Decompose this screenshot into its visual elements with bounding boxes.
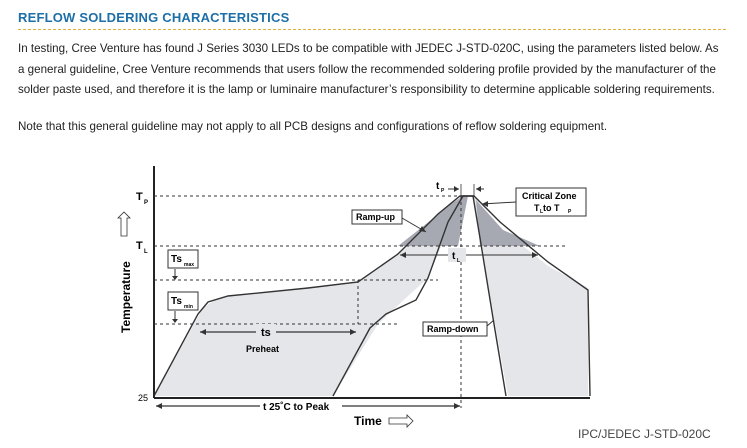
ramp-down-callout [423, 320, 494, 336]
section-title: REFLOW SOLDERING CHARACTERISTICS [18, 10, 290, 25]
reflow-profile-diagram [108, 158, 628, 438]
svg-text:to T: to T [543, 203, 560, 213]
profile-band-fill [154, 196, 588, 396]
critical-zone-callout [482, 188, 586, 216]
intro-paragraph: In testing, Cree Venture has found J Series 3030 LEDs to be compatible with JEDEC J-STD-020C, using the parameters listed below. As a general guideline, Cree Venture recommends that users follow the recommended soldering profile provided by the manufacturer of the solder paste used, and therefore it is the lamp or luminaire manufacturer’s responsibility to determine applicable soldering requirements. [18, 42, 719, 96]
svg-text:Ramp-up: Ramp-up [356, 212, 395, 222]
svg-text:Ramp-down: Ramp-down [427, 324, 479, 334]
svg-text:t: t [436, 181, 440, 192]
title-divider [18, 29, 726, 30]
svg-text:Ts: Ts [171, 296, 182, 307]
x-axis-title: Time [354, 414, 382, 428]
svg-text:max: max [184, 262, 195, 268]
tp-duration-indicator [436, 181, 484, 196]
svg-text:T: T [534, 203, 540, 213]
note-paragraph: Note that this general guideline may not apply to all PCB designs and configurations of reflow soldering equipment. [18, 120, 608, 133]
svg-text:Critical Zone: Critical Zone [522, 191, 577, 201]
tl-label [136, 240, 148, 255]
y-axis-title: Temperature [119, 261, 133, 333]
time-to-peak-label: t 25˚C to Peak [263, 402, 330, 413]
reflow-profile-svg [108, 158, 628, 438]
tsmin-box [168, 292, 198, 323]
y-axis-arrow-icon [118, 212, 130, 236]
svg-text:P: P [568, 209, 572, 215]
svg-text:L: L [457, 258, 461, 264]
x-axis-arrow-icon [389, 415, 413, 427]
svg-text:min: min [184, 304, 193, 310]
ramp-up-callout [352, 210, 426, 232]
svg-text:P: P [144, 200, 149, 206]
svg-text:L: L [540, 209, 544, 215]
svg-text:T: T [136, 191, 143, 203]
tsmax-box [168, 250, 198, 280]
tp-label [136, 191, 148, 206]
svg-text:L: L [144, 249, 148, 255]
svg-text:T: T [136, 240, 143, 252]
preheat-label: Preheat [246, 344, 280, 354]
start-temp-label: 25 [138, 393, 149, 403]
svg-text:t: t [452, 251, 456, 262]
critical-zone-left [398, 196, 468, 246]
svg-text:P: P [441, 188, 445, 194]
ts-label: ts [261, 327, 271, 339]
svg-text:Ts: Ts [171, 254, 182, 265]
figure-caption: IPC/JEDEC J-STD-020C [578, 427, 711, 441]
